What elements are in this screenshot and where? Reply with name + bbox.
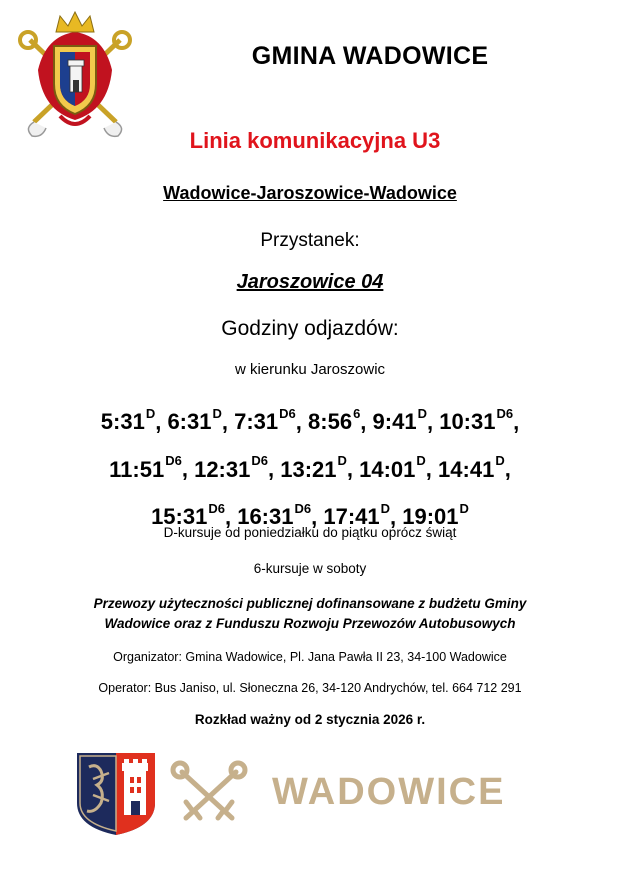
departure-mark: D	[145, 406, 156, 421]
departure-time-value: 7:31	[234, 409, 279, 435]
funding-line-2: Wadowice oraz z Funduszu Rozwoju Przewozów Autobusowych	[104, 616, 516, 631]
departure-time-value: 8:56	[308, 409, 353, 435]
departure-time-value: 10:31	[439, 409, 496, 435]
route-text: Wadowice-Jaroszowice-Wadowice	[163, 183, 457, 203]
departure-row: $11:51^{D6}$, $12:31^{D6}$, $13:21^D$, $14:01^D$, $14:41^D$,	[109, 453, 511, 482]
note-d: D-kursuje od poniedziałku do piątku oprócz świąt	[163, 525, 457, 540]
page-title: GMINA WADOWICE	[251, 42, 489, 70]
departure-row: $15:31^{D6}$, $16:31^{D6}$, $17:41^D$, $19:01^D$	[151, 500, 469, 529]
departure-mark: D	[417, 406, 427, 421]
stop-label: Przystanek:	[260, 230, 360, 251]
departure-time	[439, 406, 514, 435]
departure-time	[194, 453, 268, 482]
direction-label: w kierunku Jaroszowic	[234, 361, 386, 378]
line-name: Linia komunikacyjna U3	[189, 128, 441, 153]
wadowice-wordmark: WADOWICE	[272, 771, 506, 813]
departure-time-value: 15:31	[151, 503, 208, 529]
departure-time-value: 9:41	[372, 409, 417, 435]
departure-time-value: 11:51	[109, 456, 165, 482]
operator-info: Operator: Bus Janiso, ul. Słoneczna 26, 34-120 Andrychów, tel. 664 712 291	[98, 681, 522, 695]
departure-time	[359, 453, 426, 482]
departure-time-value: 5:31	[100, 409, 145, 435]
coat-of-arms-icon	[16, 10, 134, 140]
departure-time	[100, 406, 156, 435]
departure-time	[308, 406, 361, 435]
departure-time-value: 14:01	[359, 456, 416, 482]
departure-mark: D	[495, 453, 505, 469]
funding-line-1: Przewozy użyteczności publicznej dofinansowane z budżetu Gminy	[93, 596, 527, 611]
departure-time	[372, 406, 427, 435]
route-heading	[0, 183, 620, 204]
organizer-info: Organizator: Gmina Wadowice, Pl. Jana Pawła II 23, 34-100 Wadowice	[113, 650, 507, 664]
departure-time	[280, 453, 347, 482]
departure-mark: D	[212, 406, 222, 421]
departure-time-value: 12:31	[194, 456, 251, 482]
departure-mark: D6	[496, 406, 514, 421]
departure-mark: D6	[208, 500, 225, 516]
departure-row: $5:31^D$, $6:31^D$, $7:31^{D6}$, $8:56^6$, $9:41^D$, $10:31^{D6}$,	[100, 406, 520, 435]
validity-note: Rozkład ważny od 2 stycznia 2026 r.	[194, 712, 426, 727]
departure-mark: D	[337, 453, 347, 469]
funding-note	[40, 594, 580, 634]
crossed-keys-icon	[170, 760, 248, 828]
departure-time-value: 17:41	[323, 503, 380, 529]
departure-mark: D	[380, 500, 391, 516]
departure-time	[167, 406, 222, 435]
note-6: 6-kursuje w soboty	[253, 561, 367, 576]
departures-label: Godziny odjazdów:	[221, 317, 399, 340]
wadowice-shield-icon	[75, 751, 157, 837]
departure-mark: D6	[279, 406, 296, 421]
departure-time	[438, 453, 505, 482]
departure-time-value: 13:21	[280, 456, 337, 482]
departure-time-value: 14:41	[438, 456, 495, 482]
stop-name-heading	[0, 271, 620, 294]
departure-time	[234, 406, 296, 435]
departure-times	[20, 396, 600, 538]
departure-time-value: 19:01	[402, 503, 459, 529]
departure-mark: D	[459, 500, 469, 516]
stop-name: Jaroszowice 04	[236, 271, 384, 293]
departure-mark: 6	[353, 406, 361, 421]
departure-mark: D6	[294, 500, 312, 516]
departure-mark: D	[416, 453, 426, 469]
departure-mark: D6	[165, 453, 182, 469]
departure-time-value: 6:31	[167, 409, 212, 435]
departure-time	[109, 453, 182, 482]
departure-time-value: 16:31	[237, 503, 294, 529]
departure-mark: D6	[251, 453, 268, 469]
